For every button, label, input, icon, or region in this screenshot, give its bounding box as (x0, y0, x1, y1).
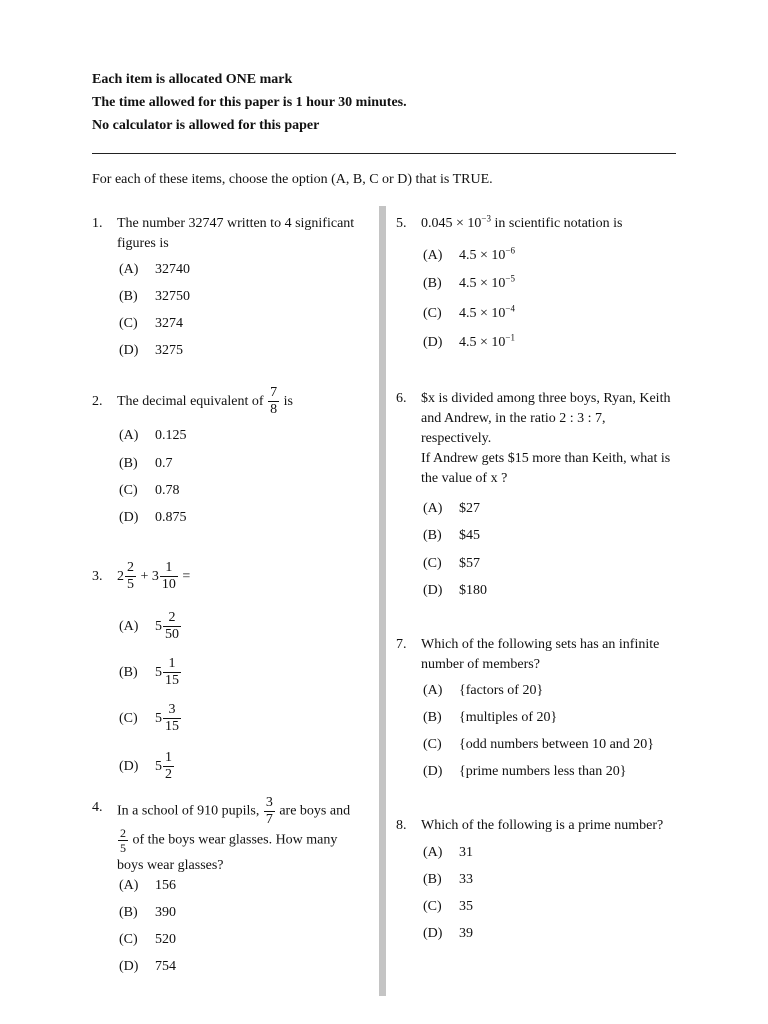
option-label: (C) (119, 483, 138, 498)
question-8 (396, 816, 676, 941)
option-label: (D) (423, 926, 443, 941)
option-b[interactable] (119, 653, 182, 693)
option-value: $27 (459, 501, 480, 516)
option-label: (A) (119, 878, 139, 893)
option-value: 31 (459, 845, 473, 860)
option-c[interactable] (119, 481, 180, 501)
question-2 (92, 384, 362, 525)
option-value: 0.78 (155, 483, 180, 498)
option-label: (D) (119, 343, 139, 358)
equals-sign: = (182, 569, 191, 584)
question-text: The number 32747 written to 4 significant figures is (117, 216, 355, 251)
option-value: 39 (459, 926, 473, 941)
option-value: {odd numbers between 10 and 20} (459, 737, 655, 752)
option-label: (C) (119, 711, 138, 726)
option-value: 390 (155, 905, 176, 920)
question-4-stem (92, 796, 362, 877)
option-value: 3275 (155, 343, 183, 358)
option-value: 4.5 × 10 (459, 248, 506, 263)
question-text: The decimal equivalent of (117, 394, 264, 409)
option-label: (D) (119, 759, 139, 774)
option-value: 0.875 (155, 510, 187, 525)
question-text: $x is divided among three boys, Ryan, Keith and Andrew, in the ratio 2 : 3 : 7, respectively. (421, 391, 671, 446)
question-number: 7. (396, 637, 407, 652)
question-text: In a school of 910 pupils, (117, 803, 260, 819)
question-4 (92, 795, 362, 974)
question-8-stem (396, 816, 676, 836)
header-rule (92, 153, 676, 154)
option-d[interactable] (423, 762, 626, 782)
exponent: −5 (505, 273, 515, 284)
fraction: $\frac{1}{15}$ (165, 656, 179, 689)
fraction: $\frac{2}{50}$ (165, 610, 179, 643)
option-c[interactable] (423, 304, 515, 324)
option-label: (B) (119, 665, 138, 680)
option-label: (A) (423, 683, 443, 698)
question-number: 8. (396, 818, 407, 833)
exponent: −1 (505, 332, 515, 343)
instructions (92, 68, 407, 137)
option-label: (C) (423, 556, 442, 571)
option-a[interactable] (423, 246, 515, 266)
option-a[interactable] (119, 607, 182, 647)
question-7 (396, 635, 676, 779)
question-3 (92, 557, 362, 783)
option-a[interactable] (119, 876, 176, 896)
option-label: (B) (119, 456, 138, 471)
question-5-stem (396, 214, 676, 234)
option-value: {multiples of 20} (459, 710, 558, 725)
option-b[interactable] (423, 274, 515, 294)
question-1 (92, 214, 362, 358)
question-2-stem (92, 384, 362, 420)
question-text: Which of the following is a prime number? (421, 818, 664, 833)
option-a[interactable] (119, 426, 187, 446)
option-label: (B) (423, 710, 442, 725)
option-label: (A) (119, 262, 139, 277)
question-3-stem (92, 557, 362, 597)
option-value: 4.5 × 10 (459, 335, 506, 350)
fraction: $\frac{2}{5}$ (120, 826, 126, 855)
fraction: $\frac{1}{10}$ (161, 560, 176, 593)
option-value: $57 (459, 556, 480, 571)
question-text: Which of the following sets has an infinite number of members? (421, 637, 660, 672)
option-d[interactable] (119, 508, 187, 528)
question-text: If Andrew gets $15 more than Keith, what is the value of x ? (421, 451, 671, 486)
option-value: 35 (459, 899, 473, 914)
mixed-number-whole: 3 (151, 569, 159, 584)
option-label: (D) (423, 764, 443, 779)
option-b[interactable] (119, 287, 190, 307)
exponent: −3 (481, 213, 491, 224)
option-c[interactable] (423, 554, 480, 574)
question-1-stem (92, 214, 362, 254)
option-value: 754 (155, 959, 176, 974)
fraction: $\frac{3}{7}$ (265, 795, 273, 827)
exponent: −4 (505, 303, 515, 314)
option-label: (D) (423, 335, 443, 350)
question-text: of the boys wear glasses. How many boys wear glasses? (117, 832, 338, 873)
option-label: (D) (119, 510, 139, 525)
question-number: 6. (396, 391, 407, 406)
mixed-number-whole: 5 (155, 711, 162, 726)
option-b[interactable] (423, 526, 480, 546)
option-label: (B) (423, 276, 442, 291)
option-label: (B) (423, 528, 442, 543)
question-6-stem (396, 389, 676, 489)
question-number: 3. (92, 569, 103, 584)
option-value: 32740 (155, 262, 190, 277)
option-label: (C) (119, 932, 138, 947)
option-value: 156 (155, 878, 176, 893)
option-label: (B) (119, 905, 138, 920)
option-d[interactable] (423, 924, 473, 944)
option-value: 3274 (155, 316, 183, 331)
plus-sign: + (140, 569, 149, 584)
column-divider (379, 206, 386, 996)
mixed-number-whole: 2 (117, 569, 124, 584)
option-a[interactable] (423, 499, 480, 519)
option-label: (A) (423, 845, 443, 860)
question-text: in scientific notation is (494, 216, 623, 231)
option-d[interactable] (423, 581, 487, 601)
option-value: $180 (459, 583, 487, 598)
exponent: −6 (505, 245, 515, 256)
option-b[interactable] (423, 870, 473, 890)
instruction-calculator: No calculator is allowed for this paper (92, 118, 320, 133)
fraction: $\frac{7}{8}$ (270, 385, 278, 418)
option-label: (A) (119, 619, 139, 634)
question-7-stem (396, 635, 676, 675)
instruction-time: The time allowed for this paper is 1 hour 30 minutes. (92, 95, 407, 110)
option-b[interactable] (119, 903, 176, 923)
option-d[interactable] (119, 747, 175, 787)
option-a[interactable] (119, 260, 190, 280)
option-value: 0.7 (155, 456, 173, 471)
expression-base: 0.045 × 10 (421, 216, 482, 231)
fraction: $\frac{3}{15}$ (165, 702, 179, 735)
option-a[interactable] (423, 843, 473, 863)
mixed-number-whole: 5 (155, 759, 162, 774)
option-d[interactable] (423, 333, 515, 353)
option-b[interactable] (423, 708, 557, 728)
directive-text: For each of these items, choose the option (A, B, C or D) that is TRUE. (92, 172, 493, 187)
option-label: (D) (119, 959, 139, 974)
option-label: (C) (423, 899, 442, 914)
option-label: (A) (423, 248, 443, 263)
option-label: (C) (119, 316, 138, 331)
option-value: 4.5 × 10 (459, 276, 506, 291)
option-a[interactable] (423, 681, 543, 701)
option-value: $45 (459, 528, 480, 543)
question-number: 1. (92, 216, 103, 231)
question-text: is (283, 394, 293, 409)
fraction: $\frac{2}{5}$ (127, 560, 134, 593)
mixed-number-whole: 5 (155, 665, 162, 680)
option-value: 33 (459, 872, 473, 887)
option-b[interactable] (119, 454, 173, 474)
question-number: 2. (92, 394, 103, 409)
question-number: 4. (92, 800, 103, 815)
question-6 (396, 389, 676, 598)
option-value: {prime numbers less than 20} (459, 764, 627, 779)
option-value: 0.125 (155, 428, 187, 443)
option-label: (B) (423, 872, 442, 887)
fraction: $\frac{1}{2}$ (165, 750, 172, 783)
option-c[interactable] (119, 314, 183, 334)
instruction-marks: Each item is allocated ONE mark (92, 72, 293, 87)
option-label: (B) (119, 289, 138, 304)
option-c[interactable] (119, 930, 176, 950)
option-value: 520 (155, 932, 176, 947)
option-label: (C) (423, 737, 442, 752)
option-label: (C) (423, 306, 442, 321)
option-value: {factors of 20} (459, 683, 544, 698)
option-c[interactable] (423, 897, 473, 917)
option-value: 32750 (155, 289, 190, 304)
question-number: 5. (396, 216, 407, 231)
option-d[interactable] (119, 341, 183, 361)
option-label: (D) (423, 583, 443, 598)
option-c[interactable] (423, 735, 654, 755)
option-label: (A) (423, 501, 443, 516)
option-c[interactable] (119, 699, 182, 739)
option-value: 4.5 × 10 (459, 306, 506, 321)
option-d[interactable] (119, 957, 176, 977)
mixed-number-whole: 5 (155, 619, 162, 634)
question-text: are boys and (279, 803, 351, 819)
option-label: (A) (119, 428, 139, 443)
